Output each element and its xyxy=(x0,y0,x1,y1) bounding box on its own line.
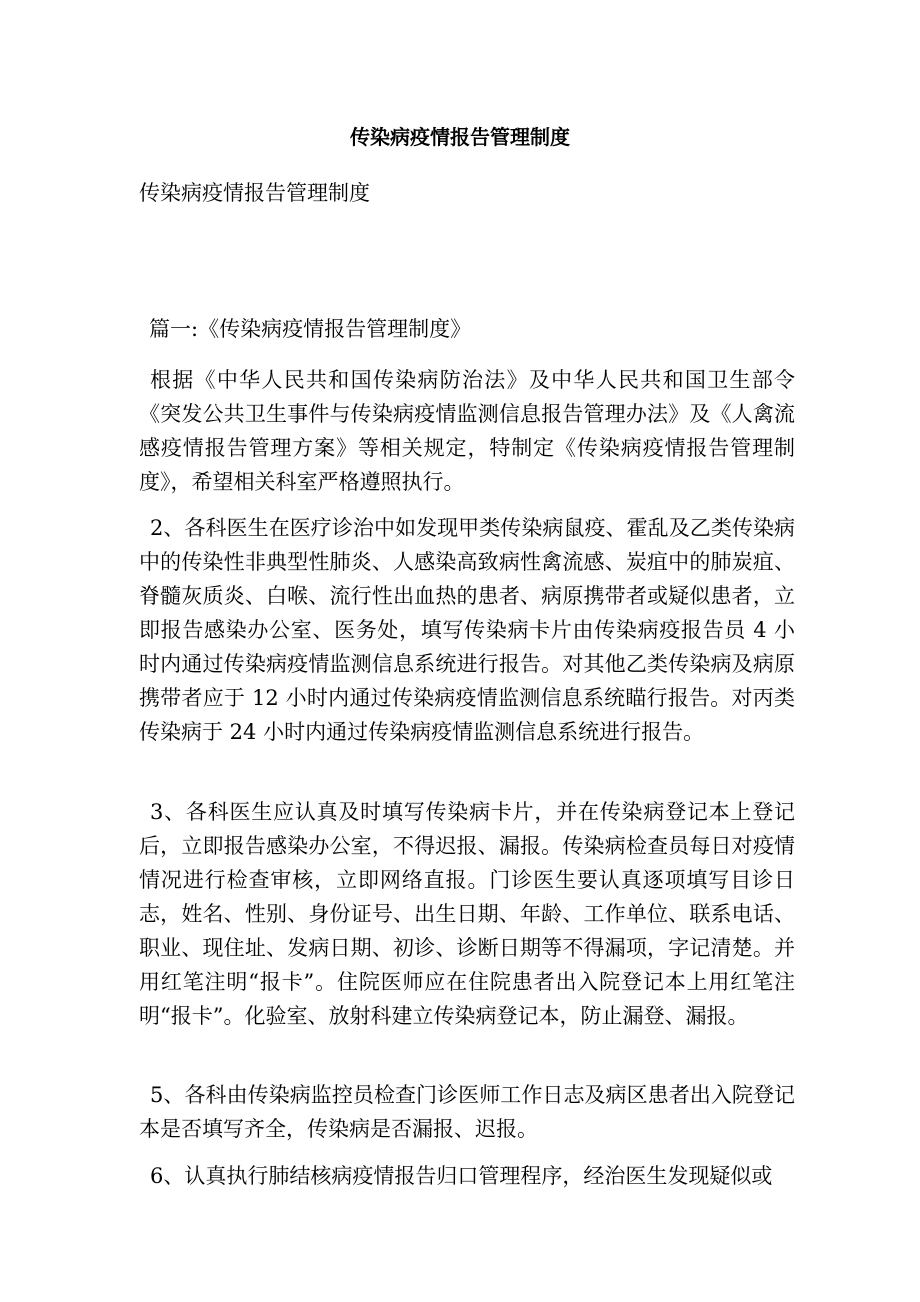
paragraph-intro: 根据《中华人民共和国传染病防治法》及中华人民共和国卫生部令《突发公共卫生事件与传染病疫情监测信息报告管理办法》及《人禽流感疫情报告管理方案》等相关规定，特制定《传染病疫情报告管理制度》，希望相关科室严格遵照执行。 xyxy=(139,368,795,494)
paragraph-item-2: 2、各科医生在医疗诊治中如发现甲类传染病鼠疫、霍乱及乙类传染病中的传染性非典型性肺炎、人感染高致病性禽流感、炭疽中的肺炭疽、脊髓灰质炎、白喉、流行性出血热的患者、病原携带者或疑似患者，立即报告感染办公室、医务处，填写传染病卡片由传染病疫报告员 4 小时内通过传染病疫情监测信息系统进行报告。对其他乙类传染病及病原携带者应于 12 小时内通过传染病疫情监测信息系统瞄行报告。对丙类传染病于 24 小时内通过传染病疫情监测信息系统进行报告。 xyxy=(139,516,795,744)
document-subtitle: 传染病疫情报告管理制度 xyxy=(139,181,370,205)
paragraph-item-6: 6、认真执行肺结核病疫情报告归口管理程序，经治医生发现疑似或 xyxy=(150,1164,773,1188)
paragraph-item-3: 3、各科医生应认真及时填写传染病卡片，并在传染病登记本上登记后，立即报告感染办公室，不得迟报、漏报。传染病检查员每日对疫情情况进行检查审核，立即网络直报。门诊医生要认真逐项填写目诊日志，姓名、性别、身份证号、出生日期、年龄、工作单位、联系电话、职业、现住址、发病日期、初诊、诊断日期等不得漏项，字记清楚。并用红笔注明“报卡”。住院医师应在住院患者出入院登记本上用红笔注明“报卡”。化验室、放射科建立传染病登记本，防止漏登、漏报。 xyxy=(139,800,795,1028)
paragraph-item-5: 5、各科由传染病监控员检查门诊医师工作日志及病区患者出入院登记本是否填写齐全，传染病是否漏报、迟报。 xyxy=(139,1083,795,1141)
section-heading: 篇一:《传染病疫情报告管理制度》 xyxy=(149,317,472,341)
document-title: 传染病疫情报告管理制度 xyxy=(350,125,570,149)
